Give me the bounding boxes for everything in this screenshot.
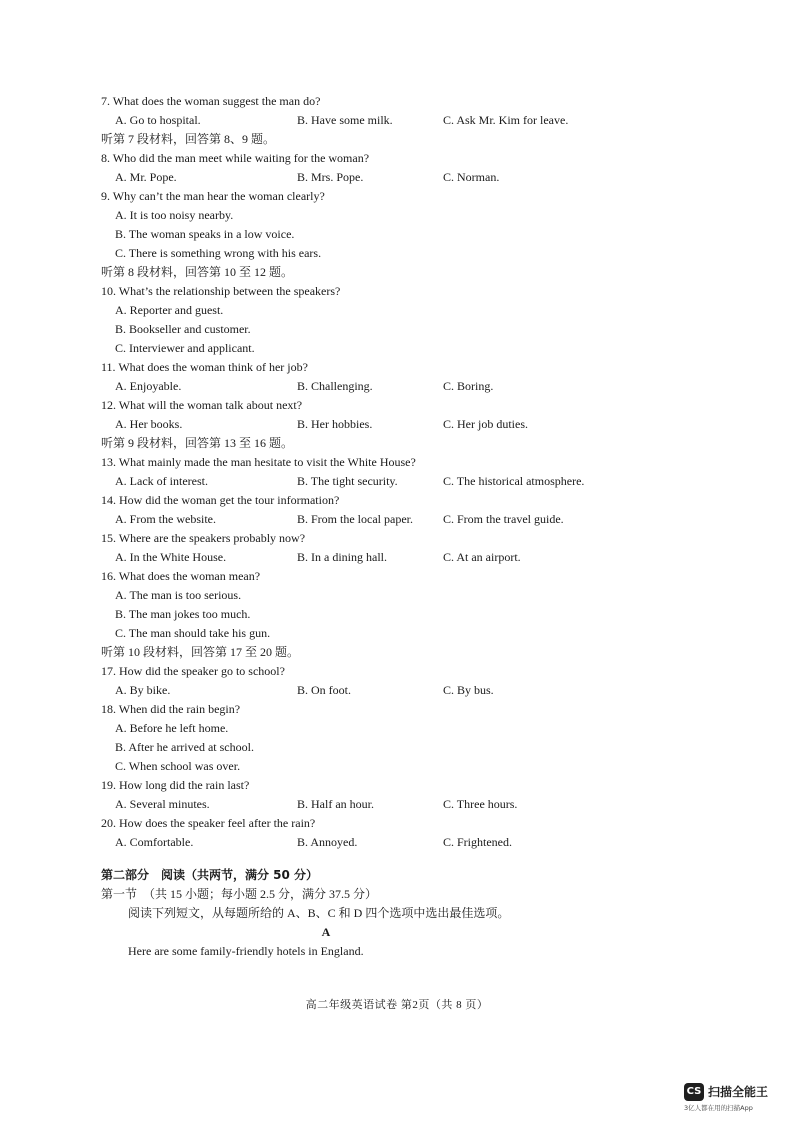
answer-option: A. Before he left home. <box>115 721 229 735</box>
question-text: 19. How long did the rain last? <box>101 778 250 792</box>
answer-option-a: A. Lack of interest. <box>115 474 208 488</box>
answer-option-a: A. Mr. Pope. <box>115 170 177 184</box>
question-text: 18. When did the rain begin? <box>101 702 241 716</box>
answer-option: C. The man should take his gun. <box>115 626 271 640</box>
answer-option-b: B. The tight security. <box>297 474 398 488</box>
question-text: 15. Where are the speakers probably now? <box>101 531 306 545</box>
question-text: 8. Who did the man meet while waiting for the woman? <box>101 151 370 165</box>
answer-option: B. The man jokes too much. <box>115 607 251 621</box>
answer-option-c: C. From the travel guide. <box>443 512 564 526</box>
answer-option-a: A. From the website. <box>115 512 216 526</box>
answer-options-row <box>101 111 661 130</box>
section-instruction: 听第 10 段材料，回答第 17 至 20 题。 <box>101 645 300 659</box>
passage-label: A <box>321 925 331 939</box>
scanner-watermark <box>684 1083 788 1119</box>
answer-option-b: B. From the local paper. <box>297 512 413 526</box>
answer-option-c: C. The historical atmosphere. <box>443 474 585 488</box>
answer-options-row <box>101 168 661 187</box>
answer-options-row <box>101 548 661 567</box>
scanner-app-name: 扫描全能王 <box>708 1085 769 1099</box>
answer-options-row <box>101 415 661 434</box>
question-content <box>101 92 661 961</box>
reading-instruction: 阅读下列短文，从每题所给的 A、B、C 和 D 四个选项中选出最佳选项。 <box>128 906 510 920</box>
answer-option-b: B. Mrs. Pope. <box>297 170 364 184</box>
answer-option: C. When school was over. <box>115 759 241 773</box>
question-text: 12. What will the woman talk about next? <box>101 398 303 412</box>
answer-option-b: B. Half an hour. <box>297 797 374 811</box>
section-gap <box>101 852 661 866</box>
question-text: 17. How did the speaker go to school? <box>101 664 285 678</box>
section-instruction: 听第 7 段材料，回答第 8、9 题。 <box>101 132 276 146</box>
answer-option-c: C. Frightened. <box>443 835 512 849</box>
question-text: 10. What’s the relationship between the speakers? <box>101 284 341 298</box>
answer-option: B. The woman speaks in a low voice. <box>115 227 295 241</box>
answer-option: A. It is too noisy nearby. <box>115 208 234 222</box>
section-instruction: 听第 9 段材料，回答第 13 至 16 题。 <box>101 436 294 450</box>
answer-option-b: B. Challenging. <box>297 379 373 393</box>
answer-option-a: A. Go to hospital. <box>115 113 201 127</box>
answer-option: C. Interviewer and applicant. <box>115 341 255 355</box>
answer-options-row <box>101 795 661 814</box>
answer-option-b: B. Annoyed. <box>297 835 358 849</box>
question-text: 16. What does the woman mean? <box>101 569 261 583</box>
camscanner-logo-icon: CS <box>684 1083 704 1101</box>
question-text: 13. What mainly made the man hesitate to visit the White House? <box>101 455 416 469</box>
answer-option-b: B. In a dining hall. <box>297 550 387 564</box>
question-text: 20. How does the speaker feel after the rain? <box>101 816 316 830</box>
answer-option: A. Reporter and guest. <box>115 303 224 317</box>
answer-option: C. There is something wrong with his ears. <box>115 246 322 260</box>
answer-option-c: C. By bus. <box>443 683 494 697</box>
answer-option-b: B. Have some milk. <box>297 113 393 127</box>
question-text: 9. Why can’t the man hear the woman clearly? <box>101 189 325 203</box>
scanner-tagline: 3亿人都在用的扫描App <box>684 1104 753 1112</box>
answer-option-c: C. At an airport. <box>443 550 521 564</box>
answer-option-c: C. Her job duties. <box>443 417 528 431</box>
reading-instruction: Here are some family-friendly hotels in England. <box>128 944 364 958</box>
answer-option: B. Bookseller and customer. <box>115 322 251 336</box>
page-footer: 高二年级英语试卷 第2页（共 8 页） <box>305 999 489 1011</box>
question-text: 7. What does the woman suggest the man do? <box>101 94 321 108</box>
section-instruction: 听第 8 段材料，回答第 10 至 12 题。 <box>101 265 294 279</box>
answer-option-b: B. On foot. <box>297 683 351 697</box>
answer-options-row <box>101 472 661 491</box>
section-instruction: 第一节 （共 15 小题；每小题 2.5 分，满分 37.5 分） <box>101 887 378 901</box>
answer-options-row <box>101 681 661 700</box>
answer-option-c: C. Norman. <box>443 170 500 184</box>
question-text: 14. How did the woman get the tour information? <box>101 493 340 507</box>
answer-option-a: A. Her books. <box>115 417 183 431</box>
answer-option-c: C. Boring. <box>443 379 494 393</box>
answer-option: A. The man is too serious. <box>115 588 242 602</box>
part-heading: 第二部分 阅读（共两节，满分 50 分） <box>101 868 319 882</box>
answer-option-a: A. By bike. <box>115 683 171 697</box>
answer-option-c: C. Ask Mr. Kim for leave. <box>443 113 569 127</box>
answer-options-row <box>101 510 661 529</box>
answer-option-b: B. Her hobbies. <box>297 417 373 431</box>
answer-option-a: A. Comfortable. <box>115 835 194 849</box>
answer-option-c: C. Three hours. <box>443 797 518 811</box>
answer-options-row <box>101 833 661 852</box>
answer-option: B. After he arrived at school. <box>115 740 254 754</box>
answer-options-row <box>101 377 661 396</box>
answer-option-a: A. Enjoyable. <box>115 379 182 393</box>
answer-option-a: A. In the White House. <box>115 550 227 564</box>
answer-option-a: A. Several minutes. <box>115 797 210 811</box>
question-text: 11. What does the woman think of her job? <box>101 360 308 374</box>
